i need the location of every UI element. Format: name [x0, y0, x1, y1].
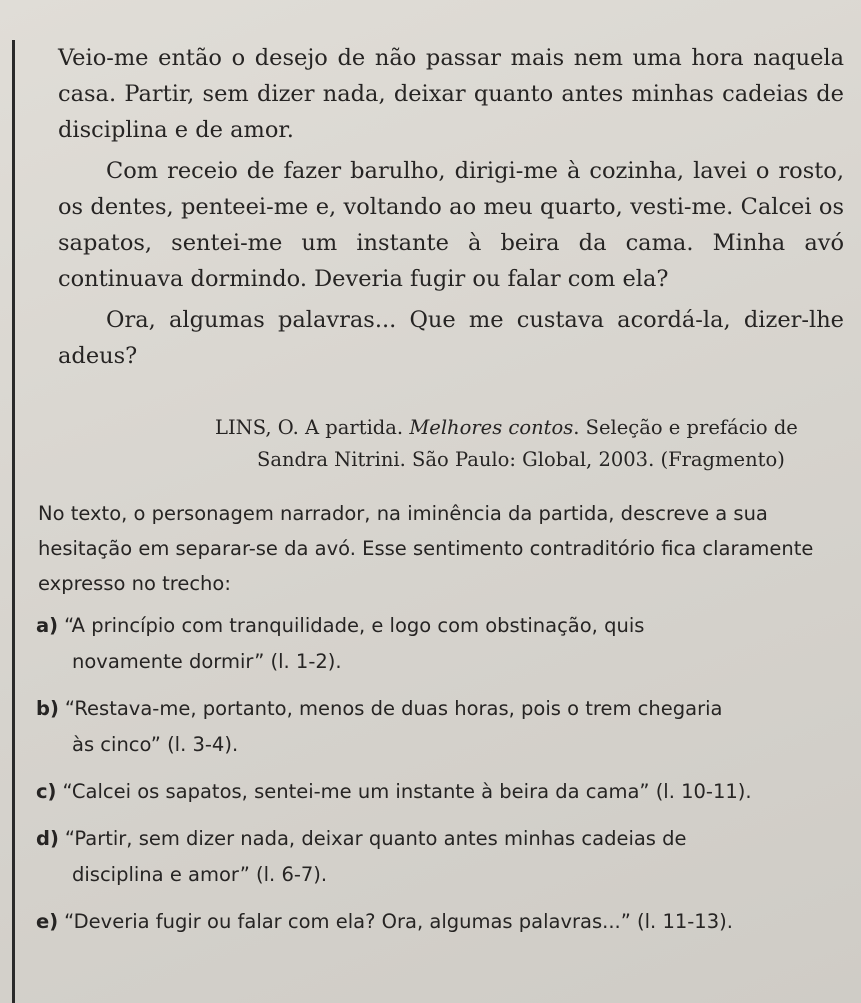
- option-b[interactable]: [36, 691, 856, 763]
- passage-paragraph-3: Ora, algumas palavras... Que me custava acordá-la, dizer-lhe adeus?: [58, 307, 844, 369]
- option-text: “Partir, sem dizer nada, deixar quanto antes minhas cadeias de: [64, 827, 687, 850]
- option-text: “Calcei os sapatos, sentei-me um instante à beira da cama” (l. 10-11).: [62, 780, 752, 803]
- option-a[interactable]: [36, 608, 856, 680]
- margin-rule: [12, 40, 15, 1003]
- citation-author-title: LINS, O. A partida.: [215, 416, 410, 439]
- option-letter: d): [36, 827, 59, 850]
- answer-options: [36, 608, 856, 951]
- option-text: “A princípio com tranquilidade, e logo com obstinação, quis: [64, 614, 645, 637]
- citation-publisher: Sandra Nitrini. São Paulo: Global, 2003. (Fragmento): [257, 448, 785, 471]
- question-stem: No texto, o personagem narrador, na iminência da partida, descreve a sua hesitação em separar-se da avó. Esse sentimento contraditório fica claramente expresso no trecho:: [38, 502, 814, 595]
- option-text-continued: disciplina e amor” (l. 6-7).: [72, 863, 328, 886]
- option-text: “Restava-me, portanto, menos de duas horas, pois o trem chegaria: [64, 697, 723, 720]
- source-citation: [215, 412, 855, 476]
- passage-paragraph-2: Com receio de fazer barulho, dirigi-me à cozinha, lavei o rosto, os dentes, penteei-me e, voltando ao meu quarto, vesti-me. Calcei os sapatos, sentei-me um instante à beira da cama. Minha avó continuava dormindo. Deveria fugir ou falar com ela?: [58, 158, 844, 292]
- literary-passage: [58, 40, 844, 379]
- option-text-continued: novamente dormir” (l. 1-2).: [72, 650, 342, 673]
- option-d[interactable]: [36, 821, 856, 893]
- option-text: “Deveria fugir ou falar com ela? Ora, algumas palavras...” (l. 11-13).: [64, 910, 733, 933]
- option-letter: e): [36, 910, 59, 933]
- option-text-continued: às cinco” (l. 3-4).: [72, 733, 239, 756]
- option-c[interactable]: [36, 774, 856, 810]
- passage-paragraph-1: Veio-me então o desejo de não passar mais nem uma hora naquela casa. Partir, sem dizer nada, deixar quanto antes minhas cadeias de disciplina e de amor.: [58, 45, 844, 143]
- citation-book-title: Melhores contos: [409, 416, 574, 439]
- option-letter: c): [36, 780, 57, 803]
- option-letter: a): [36, 614, 59, 637]
- citation-edition: . Seleção e prefácio de: [573, 416, 798, 439]
- option-e[interactable]: [36, 904, 856, 940]
- option-letter: b): [36, 697, 59, 720]
